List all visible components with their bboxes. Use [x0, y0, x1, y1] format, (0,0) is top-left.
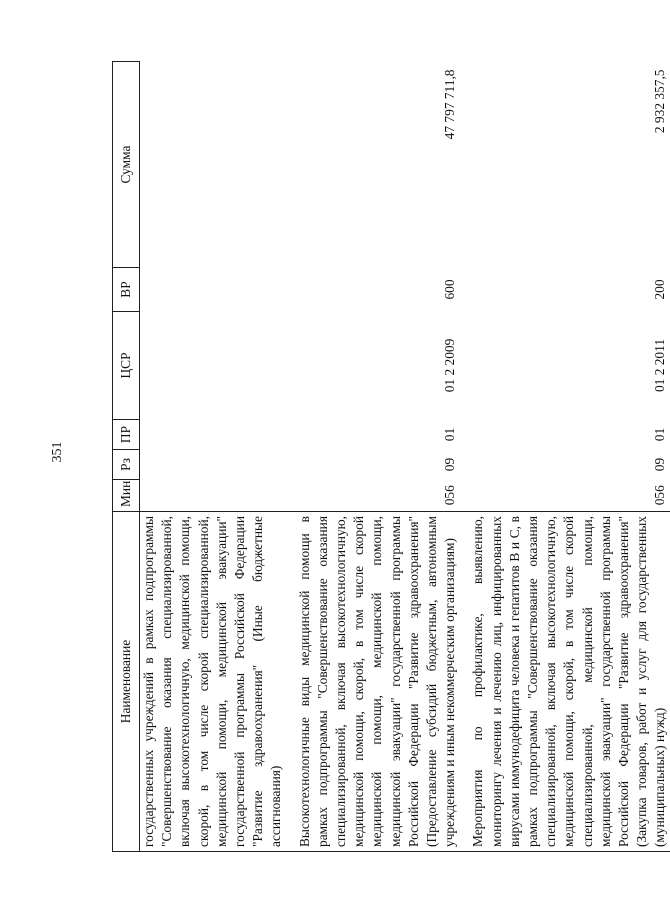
- row-rz: 09: [442, 457, 458, 472]
- header-rz: Рз: [113, 450, 140, 480]
- row-name: Высокотехнологичные виды медицинской помощи в рамках подпрограммы "Совершенствование оказания специализированной, включая высокотехнологичную, медицинской помощи, скорой, в том числе скорой медицинской помощи, медицинской помощи, медицинской эвакуации" государственной программы Российской Федерации "Развитие здравоохранения" (Предоставление субсидий бюджетным, автономным учреждениям и иным некоммерческим организациям): [296, 512, 460, 852]
- page-number: 351: [50, 441, 65, 463]
- row-name: Мероприятия по профилактике, выявлению, мониторингу лечения и лечению лиц, инфицированных вирусами иммунодефицита человека и гепатитов В и С, в рамках подпрограммы "Совершенствование оказания специализированной, включая высокотехнологичную, медицинской помощи, скорой, в том числе скорой специализированной, медицинской помощи, медицинской эвакуации" государственной программы Российской Федерации "Развитие здравоохранения" (Закупка товаров, работ и услуг для государственных (муниципальных) нужд): [469, 512, 669, 852]
- budget-table-container: [112, 62, 668, 852]
- row-min: [140, 480, 286, 512]
- row-sum: 2 932 357,5: [652, 69, 668, 134]
- row-min: 056: [652, 485, 668, 506]
- table-row: [296, 62, 460, 852]
- row-pr: [140, 420, 286, 450]
- row-rz: 09: [652, 457, 668, 472]
- header-sum: Сумма: [113, 62, 140, 268]
- row-rz: [140, 450, 286, 480]
- row-csr: 01 2 2009: [442, 338, 458, 393]
- table-row: [140, 62, 286, 852]
- row-csr: 01 2 2011: [652, 338, 668, 393]
- row-spacer: [286, 62, 296, 852]
- header-csr: ЦСР: [113, 312, 140, 420]
- row-sum: 47 797 711,8: [442, 69, 458, 140]
- row-vr: [140, 268, 286, 312]
- row-min: 056: [442, 485, 458, 506]
- table-row: [469, 62, 669, 852]
- header-pr: ПР: [113, 420, 140, 450]
- row-pr: 01: [652, 427, 668, 442]
- header-vr: ВР: [113, 268, 140, 312]
- row-spacer: [459, 62, 469, 852]
- row-vr: 200: [652, 279, 668, 300]
- row-sum: [140, 62, 286, 268]
- budget-table: [112, 61, 670, 852]
- table-header-row: [113, 62, 140, 852]
- header-name: Наименование: [113, 512, 140, 852]
- row-pr: 01: [442, 427, 458, 442]
- header-min: Мин: [113, 480, 140, 512]
- row-vr: 600: [442, 279, 458, 300]
- row-csr: [140, 312, 286, 420]
- row-name: государственных учреждений в рамках подпрограммы "Совершенствование оказания специализированной, включая высокотехнологичную, медицинской помощи, скорой, в том числе скорой специализированной, медицинской помощи, медицинской эвакуации" государственной программы Российской Федерации "Развитие здравоохранения" (Иные бюджетные ассигнования): [140, 512, 286, 852]
